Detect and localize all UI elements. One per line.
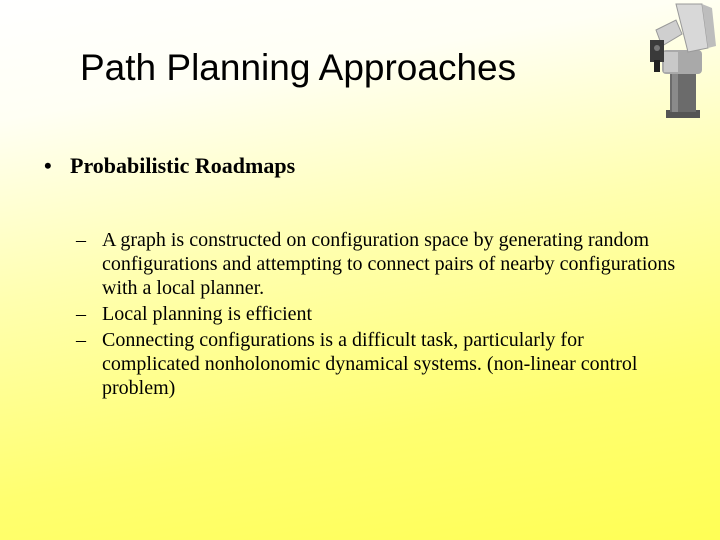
sub-bullet-list bbox=[76, 228, 676, 402]
sub-bullet-item bbox=[76, 302, 676, 326]
dash-marker: – bbox=[76, 329, 86, 351]
sub-bullet-text: Connecting configurations is a difficult task, particularly for complicated nonholonomic dynamical systems. (non-linear control problem) bbox=[102, 329, 638, 399]
bullet-item bbox=[44, 152, 295, 180]
sub-bullet-item bbox=[76, 328, 676, 400]
sub-bullet-text: Local planning is efficient bbox=[102, 303, 313, 325]
sub-bullet-text: A graph is constructed on configuration space by generating random configurations and attempting to connect pairs of nearby configurations with a local planner. bbox=[102, 229, 676, 299]
bullet-marker: • bbox=[44, 153, 52, 178]
sub-bullet-item bbox=[76, 228, 676, 300]
dash-marker: – bbox=[76, 229, 86, 251]
robot-arm-icon bbox=[636, 0, 720, 132]
slide-title: Path Planning Approaches bbox=[80, 47, 517, 88]
dash-marker: – bbox=[76, 303, 86, 325]
bullet-text: Probabilistic Roadmaps bbox=[70, 153, 296, 178]
